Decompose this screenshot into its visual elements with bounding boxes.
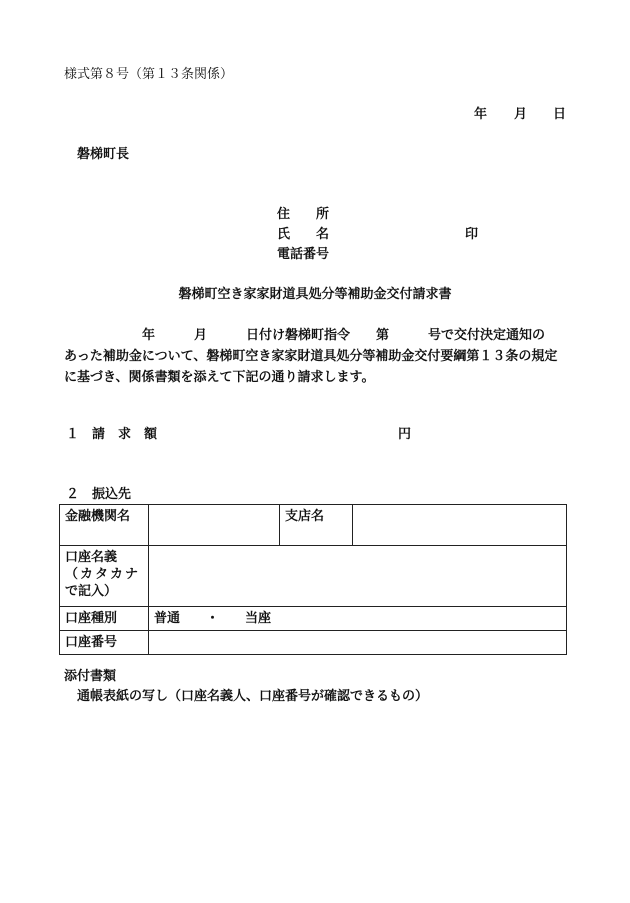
document-title: 磐梯町空き家家財道具処分等補助金交付請求書 [178,287,452,302]
account-holder-label-line-1: 口座名義 [65,550,118,565]
body-line-2: あった補助金について、磐梯町空き家家財道具処分等補助金交付要綱第１３条の規定 [64,349,558,364]
branch-name-label: 支店名 [280,505,353,546]
date-day-label: 日 [553,107,567,122]
form-number: 様式第８号（第１３条関係） [64,67,234,82]
address-label: 住 所 [277,207,330,222]
name-label: 氏 名 [277,227,330,242]
date-month-label: 月 [514,107,528,122]
phone-label: 電話番号 [277,247,330,262]
attachments-heading: 添付書類 [64,669,117,684]
bank-name-field[interactable] [149,505,280,546]
account-holder-field[interactable] [149,546,567,607]
account-holder-label-line-3: で記入） [65,584,118,599]
account-type-label: 口座種別 [60,607,149,631]
bank-name-label: 金融機関名 [60,505,149,546]
account-holder-label-line-2: （カタカナ [65,567,141,582]
branch-name-field[interactable] [353,505,567,546]
account-number-label: 口座番号 [60,631,149,655]
addressee: 磐梯町長 [77,147,130,162]
account-type-field[interactable] [149,607,567,631]
request-body [64,325,569,388]
request-amount-label: １ 請 求 額 [66,427,158,442]
transfer-heading: ２ 振込先 [66,487,132,502]
seal-mark: 印 [465,227,479,242]
date-year-label: 年 [474,107,488,122]
body-line-1: 年 月 日付け磐梯町指令 第 号で交付決定通知の [64,328,546,343]
account-type-options: 普通 ・ 当座 [154,611,272,626]
account-holder-label [60,546,149,607]
body-line-3: に基づき、関係書類を添えて下記の通り請求します。 [64,370,375,385]
account-number-field[interactable] [149,631,567,655]
request-amount-unit: 円 [398,427,412,442]
attachment-item: 通帳表紙の写し（口座名義人、口座番号が確認できるもの） [77,689,429,704]
bank-account-table [59,504,567,655]
